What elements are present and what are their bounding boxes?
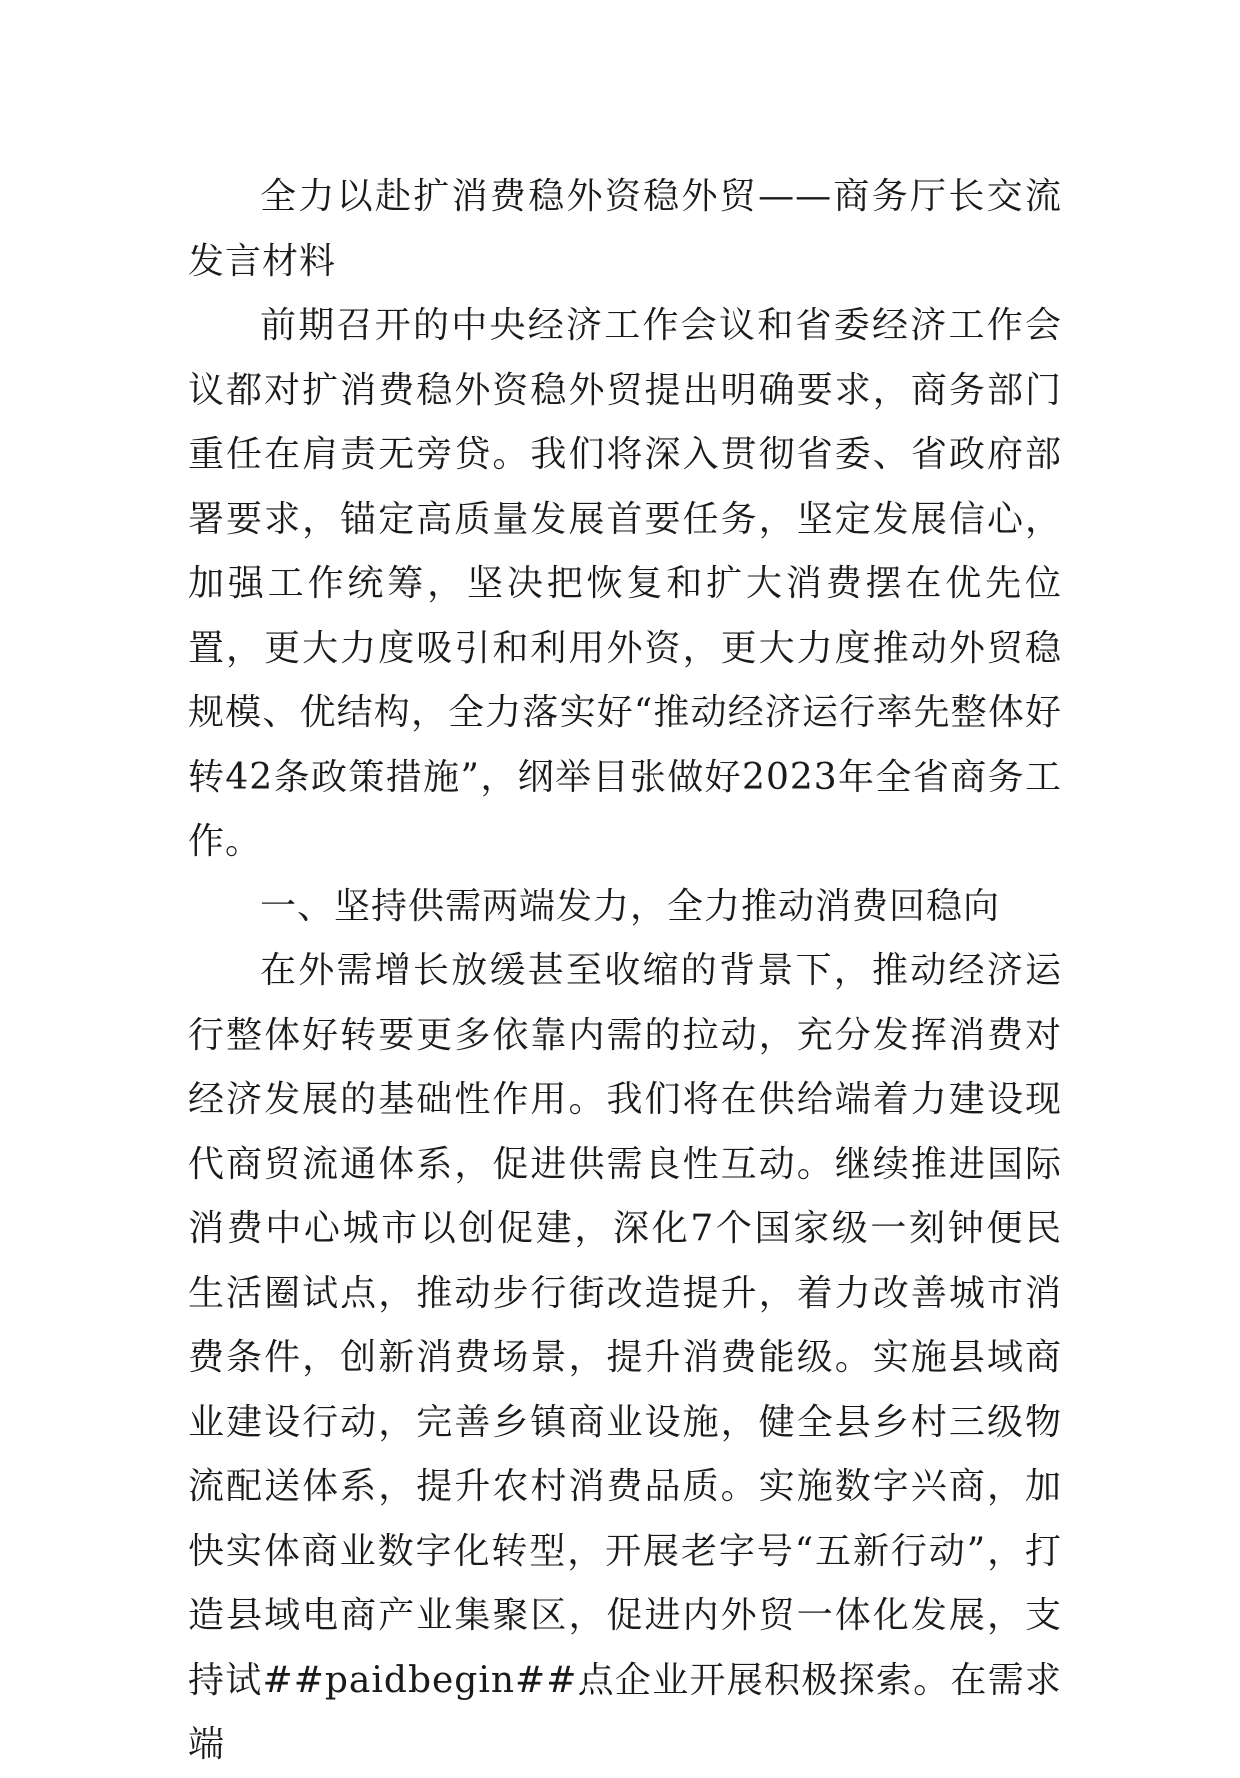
document-title: 全力以赴扩消费稳外资稳外贸——商务厅长交流发言材料 xyxy=(188,176,1062,282)
section-heading-1: 一、坚持供需两端发力，全力推动消费回稳向 xyxy=(260,885,1001,927)
intro-paragraph: 前期召开的中央经济工作会议和省委经济工作会议都对扩消费稳外资稳外贸提出明确要求，商务部门重任在肩责无旁贷。我们将深入贯彻省委、省政府部署要求，锚定高质量发展首要任务，坚定发展信心，加强工作统筹，坚决把恢复和扩大消费摆在优先位置，更大力度吸引和利用外资，更大力度推动外贸稳规模、优结构，全力落实好“推动经济运行率先整体好转42条政策措施”，纲举目张做好2023年全省商务工作。 xyxy=(188,305,1062,862)
section-1-paragraph: 在外需增长放缓甚至收缩的背景下，推动经济运行整体好转要更多依靠内需的拉动，充分发挥消费对经济发展的基础性作用。我们将在供给端着力建设现代商贸流通体系，促进供需良性互动。继续推进国际消费中心城市以创促建，深化7个国家级一刻钟便民生活圈试点，推动步行街改造提升，着力改善城市消费条件，创新消费场景，提升消费能级。实施县域商业建设行动，完善乡镇商业设施，健全县乡村三级物流配送体系，提升农村消费品质。实施数字兴商，加快实体商业数字化转型，开展老字号“五新行动”，打造县域电商产业集聚区，促进内外贸一体化发展，支持试##paidbegin##点企业开展积极探索。在需求端 xyxy=(188,950,1062,1765)
document-body xyxy=(188,165,1062,1778)
